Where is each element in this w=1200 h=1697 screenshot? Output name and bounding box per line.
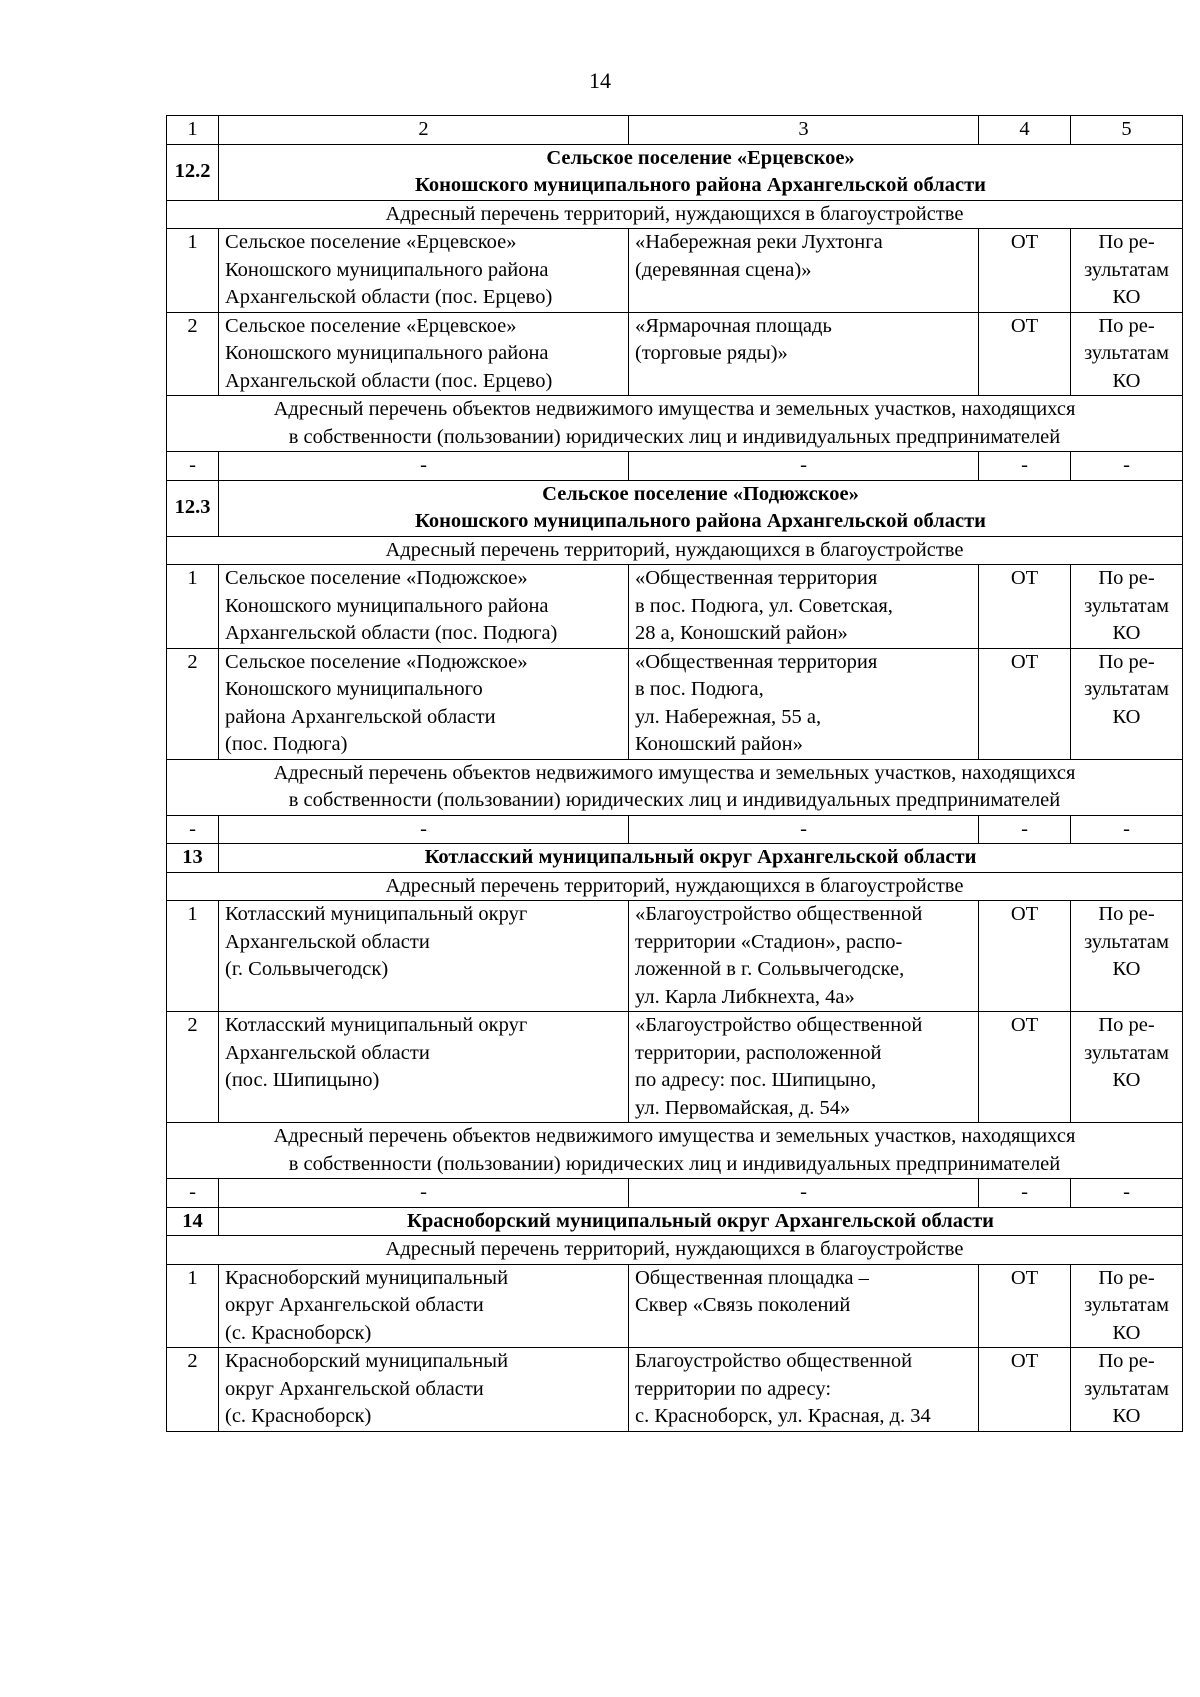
result-note: По ре- зультатам КО [1071, 1012, 1183, 1123]
section-number: 13 [167, 844, 219, 873]
column-header: 5 [1071, 116, 1183, 145]
result-note: По ре- зультатам КО [1071, 1264, 1183, 1348]
empty-cell: - [979, 1179, 1071, 1208]
row-number: 2 [167, 648, 219, 759]
municipality-name: Сельское поселение «Подюжское» Коношского муниципального района Архангельской области (пос. Подюга) [219, 565, 629, 649]
object-name: «Общественная территория в пос. Подюга, ул. Набережная, 55 а, Коношский район» [629, 648, 979, 759]
result-note: По ре- зультатам КО [1071, 565, 1183, 649]
row-number: 1 [167, 1264, 219, 1348]
object-type: ОТ [979, 229, 1071, 313]
section-title: Красноборский муниципальный округ Архангельской области [219, 1207, 1183, 1236]
section-number: 14 [167, 1207, 219, 1236]
property-subheader: Адресный перечень объектов недвижимого имущества и земельных участков, находящихся в собственности (пользовании) юридических лиц и индивидуальных предпринимателей [167, 1123, 1183, 1179]
territories-subheader: Адресный перечень территорий, нуждающихся в благоустройстве [167, 1236, 1183, 1265]
empty-cell: - [167, 815, 219, 844]
table-row [167, 229, 1183, 313]
property-subheader-row [167, 396, 1183, 452]
result-note: По ре- зультатам КО [1071, 229, 1183, 313]
result-note: По ре- зультатам КО [1071, 901, 1183, 1012]
object-type: ОТ [979, 901, 1071, 1012]
empty-cell: - [629, 815, 979, 844]
object-type: ОТ [979, 312, 1071, 396]
result-note: По ре- зультатам КО [1071, 312, 1183, 396]
column-header: 1 [167, 116, 219, 145]
row-number: 1 [167, 565, 219, 649]
section-number: 12.2 [167, 144, 219, 200]
object-type: ОТ [979, 1348, 1071, 1432]
object-name: Благоустройство общественной территории по адресу: с. Красноборск, ул. Красная, д. 34 [629, 1348, 979, 1432]
object-type: ОТ [979, 1012, 1071, 1123]
object-type: ОТ [979, 565, 1071, 649]
empty-row [167, 452, 1183, 481]
section-title: Сельское поселение «Подюжское» Коношского муниципального района Архангельской области [219, 480, 1183, 536]
empty-cell: - [629, 452, 979, 481]
object-type: ОТ [979, 1264, 1071, 1348]
property-subheader-row [167, 759, 1183, 815]
object-name: «Набережная реки Лухтонга (деревянная сцена)» [629, 229, 979, 313]
empty-cell: - [1071, 815, 1183, 844]
section-header-row [167, 844, 1183, 873]
row-number: 2 [167, 1012, 219, 1123]
territories-subheader-row [167, 872, 1183, 901]
empty-row [167, 815, 1183, 844]
column-header-row [167, 116, 1183, 145]
property-subheader: Адресный перечень объектов недвижимого имущества и земельных участков, находящихся в собственности (пользовании) юридических лиц и индивидуальных предпринимателей [167, 759, 1183, 815]
row-number: 2 [167, 312, 219, 396]
empty-cell: - [629, 1179, 979, 1208]
table-row [167, 1348, 1183, 1432]
column-header: 4 [979, 116, 1071, 145]
row-number: 1 [167, 901, 219, 1012]
row-number: 2 [167, 1348, 219, 1432]
empty-cell: - [979, 452, 1071, 481]
table-row [167, 1264, 1183, 1348]
section-header-row [167, 1207, 1183, 1236]
municipality-name: Красноборский муниципальный округ Архангельской области (с. Красноборск) [219, 1264, 629, 1348]
property-subheader-row [167, 1123, 1183, 1179]
object-name: «Ярмарочная площадь (торговые ряды)» [629, 312, 979, 396]
empty-cell: - [1071, 1179, 1183, 1208]
section-header-row [167, 480, 1183, 536]
territories-subheader-row [167, 536, 1183, 565]
section-header-row [167, 144, 1183, 200]
empty-cell: - [219, 1179, 629, 1208]
object-name: «Общественная территория в пос. Подюга, ул. Советская, 28 а, Коношский район» [629, 565, 979, 649]
empty-cell: - [167, 1179, 219, 1208]
empty-row [167, 1179, 1183, 1208]
municipality-name: Сельское поселение «Ерцевское» Коношского муниципального района Архангельской области (пос. Ерцево) [219, 312, 629, 396]
section-title: Сельское поселение «Ерцевское» Коношского муниципального района Архангельской области [219, 144, 1183, 200]
territories-subheader: Адресный перечень территорий, нуждающихся в благоустройстве [167, 872, 1183, 901]
empty-cell: - [167, 452, 219, 481]
municipality-name: Котласский муниципальный округ Архангельской области (пос. Шипицыно) [219, 1012, 629, 1123]
section-number: 12.3 [167, 480, 219, 536]
empty-cell: - [1071, 452, 1183, 481]
column-header: 2 [219, 116, 629, 145]
object-name: Общественная площадка – Сквер «Связь поколений [629, 1264, 979, 1348]
table-row [167, 312, 1183, 396]
column-header: 3 [629, 116, 979, 145]
table-row [167, 648, 1183, 759]
result-note: По ре- зультатам КО [1071, 1348, 1183, 1432]
territories-subheader-row [167, 1236, 1183, 1265]
empty-cell: - [219, 815, 629, 844]
property-subheader: Адресный перечень объектов недвижимого имущества и земельных участков, находящихся в собственности (пользовании) юридических лиц и индивидуальных предпринимателей [167, 396, 1183, 452]
municipality-name: Сельское поселение «Подюжское» Коношского муниципального района Архангельской области (пос. Подюга) [219, 648, 629, 759]
territories-subheader-row [167, 200, 1183, 229]
object-type: ОТ [979, 648, 1071, 759]
result-note: По ре- зультатам КО [1071, 648, 1183, 759]
municipality-name: Сельское поселение «Ерцевское» Коношского муниципального района Архангельской области (пос. Ерцево) [219, 229, 629, 313]
empty-cell: - [219, 452, 629, 481]
municipality-name: Красноборский муниципальный округ Архангельской области (с. Красноборск) [219, 1348, 629, 1432]
object-name: «Благоустройство общественной территории «Стадион», распо- ложенной в г. Сольвычегодске, ул. Карла Либкнехта, 4а» [629, 901, 979, 1012]
territories-table [166, 115, 1183, 1432]
page-number: 14 [589, 68, 611, 93]
object-name: «Благоустройство общественной территории, расположенной по адресу: пос. Шипицыно, ул. Первомайская, д. 54» [629, 1012, 979, 1123]
row-number: 1 [167, 229, 219, 313]
table-row [167, 565, 1183, 649]
territories-subheader: Адресный перечень территорий, нуждающихся в благоустройстве [167, 200, 1183, 229]
table-row [167, 1012, 1183, 1123]
territories-subheader: Адресный перечень территорий, нуждающихся в благоустройстве [167, 536, 1183, 565]
empty-cell: - [979, 815, 1071, 844]
municipality-name: Котласский муниципальный округ Архангельской области (г. Сольвычегодск) [219, 901, 629, 1012]
section-title: Котласский муниципальный округ Архангельской области [219, 844, 1183, 873]
table-row [167, 901, 1183, 1012]
